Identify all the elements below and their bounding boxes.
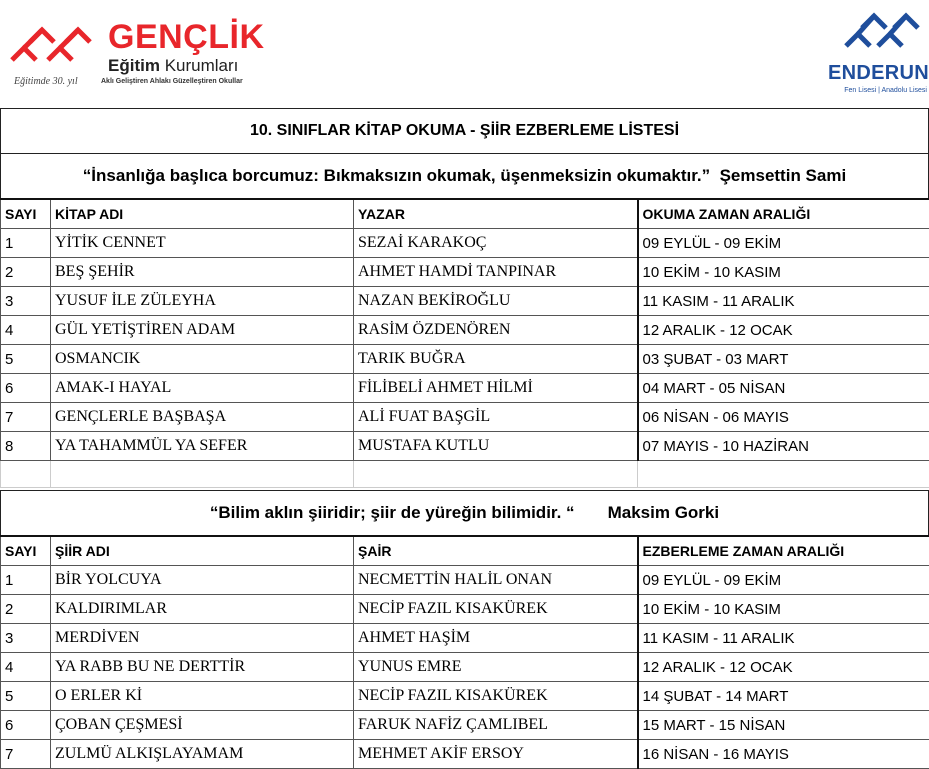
- egitim-text: Eğitim: [108, 56, 160, 75]
- poet-name: AHMET HAŞİM: [354, 624, 638, 653]
- row-number: 6: [1, 374, 51, 403]
- memorize-range: 10 EKİM - 10 KASIM: [638, 595, 929, 624]
- empty-cell: [354, 461, 638, 488]
- poet-name: NECİP FAZIL KISAKÜREK: [354, 682, 638, 711]
- book-title: GÜL YETİŞTİREN ADAM: [51, 316, 354, 345]
- table-row: [1, 229, 929, 258]
- header-sayi: SAYI: [1, 536, 51, 566]
- genclik-logo: [8, 12, 258, 92]
- memorize-range: 14 ŞUBAT - 14 MART: [638, 682, 929, 711]
- book-section: [0, 108, 929, 488]
- row-number: 7: [1, 403, 51, 432]
- table-row: [1, 595, 929, 624]
- poet-name: YUNUS EMRE: [354, 653, 638, 682]
- poem-title: KALDIRIMLAR: [51, 595, 354, 624]
- book-title: OSMANCIK: [51, 345, 354, 374]
- kurumlari-text: Kurumları: [165, 56, 239, 75]
- reading-range: 04 MART - 05 NİSAN: [638, 374, 929, 403]
- book-quote-author: Şemsettin Sami: [720, 166, 847, 185]
- book-title: GENÇLERLE BAŞBAŞA: [51, 403, 354, 432]
- row-number: 5: [1, 682, 51, 711]
- table-row: [1, 258, 929, 287]
- poem-quote-author: Maksim Gorki: [608, 503, 720, 522]
- poet-name: FARUK NAFİZ ÇAMLIBEL: [354, 711, 638, 740]
- poem-quote-text: “Bilim aklın şiiridir; şiir de yüreğin bilimidir. “: [210, 503, 575, 522]
- row-number: 4: [1, 653, 51, 682]
- row-number: 8: [1, 432, 51, 461]
- header-okuma-zaman: OKUMA ZAMAN ARALIĞI: [638, 199, 929, 229]
- genclik-tagline: Aklı Geliştiren Ahlakı Güzelleştiren Okullar: [101, 78, 243, 85]
- book-author: MUSTAFA KUTLU: [354, 432, 638, 461]
- book-author: FİLİBELİ AHMET HİLMİ: [354, 374, 638, 403]
- poem-title: ÇOBAN ÇEŞMESİ: [51, 711, 354, 740]
- memorize-range: 15 MART - 15 NİSAN: [638, 711, 929, 740]
- reading-range: 07 MAYIS - 10 HAZİRAN: [638, 432, 929, 461]
- empty-row: [1, 461, 929, 488]
- poem-title: YA RABB BU NE DERTTİR: [51, 653, 354, 682]
- reading-range: 06 NİSAN - 06 MAYIS: [638, 403, 929, 432]
- poet-name: MEHMET AKİF ERSOY: [354, 740, 638, 769]
- book-author: ALİ FUAT BAŞGİL: [354, 403, 638, 432]
- header-siir-adi: ŞİİR ADI: [51, 536, 354, 566]
- book-title: YA TAHAMMÜL YA SEFER: [51, 432, 354, 461]
- enderun-subtitle: Fen Lisesi | Anadolu Lisesi: [844, 87, 927, 94]
- poet-name: NECMETTİN HALİL ONAN: [354, 566, 638, 595]
- row-number: 2: [1, 595, 51, 624]
- memorize-range: 16 NİSAN - 16 MAYIS: [638, 740, 929, 769]
- row-number: 7: [1, 740, 51, 769]
- reading-range: 09 EYLÜL - 09 EKİM: [638, 229, 929, 258]
- book-author: NAZAN BEKİROĞLU: [354, 287, 638, 316]
- genclik-emblem-icon: [8, 22, 98, 72]
- poem-title: BİR YOLCUYA: [51, 566, 354, 595]
- memorize-range: 11 KASIM - 11 ARALIK: [638, 624, 929, 653]
- table-row: [1, 566, 929, 595]
- table-row: [1, 740, 929, 769]
- memorize-range: 12 ARALIK - 12 OCAK: [638, 653, 929, 682]
- row-number: 3: [1, 624, 51, 653]
- poet-name: NECİP FAZIL KISAKÜREK: [354, 595, 638, 624]
- book-author: SEZAİ KARAKOÇ: [354, 229, 638, 258]
- header-ezberleme-zaman: EZBERLEME ZAMAN ARALIĞI: [638, 536, 929, 566]
- header-sair: ŞAİR: [354, 536, 638, 566]
- table-row: [1, 432, 929, 461]
- row-number: 1: [1, 229, 51, 258]
- reading-range: 03 ŞUBAT - 03 MART: [638, 345, 929, 374]
- table-row: [1, 682, 929, 711]
- reading-range: 11 KASIM - 11 ARALIK: [638, 287, 929, 316]
- table-row: [1, 403, 929, 432]
- document-title: 10. SINIFLAR KİTAP OKUMA - ŞİİR EZBERLEME LİSTESİ: [0, 108, 929, 153]
- genclik-year: Eğitimde 30. yıl: [14, 76, 78, 87]
- book-title: YUSUF İLE ZÜLEYHA: [51, 287, 354, 316]
- book-author: TARIK BUĞRA: [354, 345, 638, 374]
- book-title: YİTİK CENNET: [51, 229, 354, 258]
- table-header-row: [1, 536, 929, 566]
- table-row: [1, 287, 929, 316]
- row-number: 6: [1, 711, 51, 740]
- empty-cell: [1, 461, 51, 488]
- reading-range: 12 ARALIK - 12 OCAK: [638, 316, 929, 345]
- row-number: 1: [1, 566, 51, 595]
- genclik-subtitle: [108, 56, 238, 76]
- poem-section: [0, 490, 929, 769]
- poem-title: ZULMÜ ALKIŞLAYAMAM: [51, 740, 354, 769]
- enderun-emblem-icon: [842, 6, 922, 56]
- poem-table: [0, 535, 929, 769]
- poem-title: O ERLER Kİ: [51, 682, 354, 711]
- table-row: [1, 624, 929, 653]
- book-title: BEŞ ŞEHİR: [51, 258, 354, 287]
- reading-range: 10 EKİM - 10 KASIM: [638, 258, 929, 287]
- table-header-row: [1, 199, 929, 229]
- empty-cell: [51, 461, 354, 488]
- empty-cell: [638, 461, 929, 488]
- memorize-range: 09 EYLÜL - 09 EKİM: [638, 566, 929, 595]
- header-sayi: SAYI: [1, 199, 51, 229]
- genclik-title: GENÇLİK: [108, 18, 265, 57]
- row-number: 2: [1, 258, 51, 287]
- book-author: AHMET HAMDİ TANPINAR: [354, 258, 638, 287]
- book-quote: [0, 153, 929, 198]
- row-number: 3: [1, 287, 51, 316]
- table-row: [1, 345, 929, 374]
- book-table: [0, 198, 929, 488]
- table-row: [1, 653, 929, 682]
- enderun-title: ENDERUN: [828, 62, 929, 85]
- page-header: [0, 0, 929, 108]
- table-row: [1, 711, 929, 740]
- header-yazar: YAZAR: [354, 199, 638, 229]
- book-quote-text: “İnsanlığa başlıca borcumuz: Bıkmaksızın okumak, üşenmeksizin okumaktır.”: [83, 166, 710, 185]
- enderun-logo: [834, 6, 929, 102]
- row-number: 4: [1, 316, 51, 345]
- table-row: [1, 374, 929, 403]
- header-kitap-adi: KİTAP ADI: [51, 199, 354, 229]
- row-number: 5: [1, 345, 51, 374]
- table-row: [1, 316, 929, 345]
- book-author: RASİM ÖZDENÖREN: [354, 316, 638, 345]
- book-title: AMAK-I HAYAL: [51, 374, 354, 403]
- poem-title: MERDİVEN: [51, 624, 354, 653]
- poem-quote: [0, 490, 929, 535]
